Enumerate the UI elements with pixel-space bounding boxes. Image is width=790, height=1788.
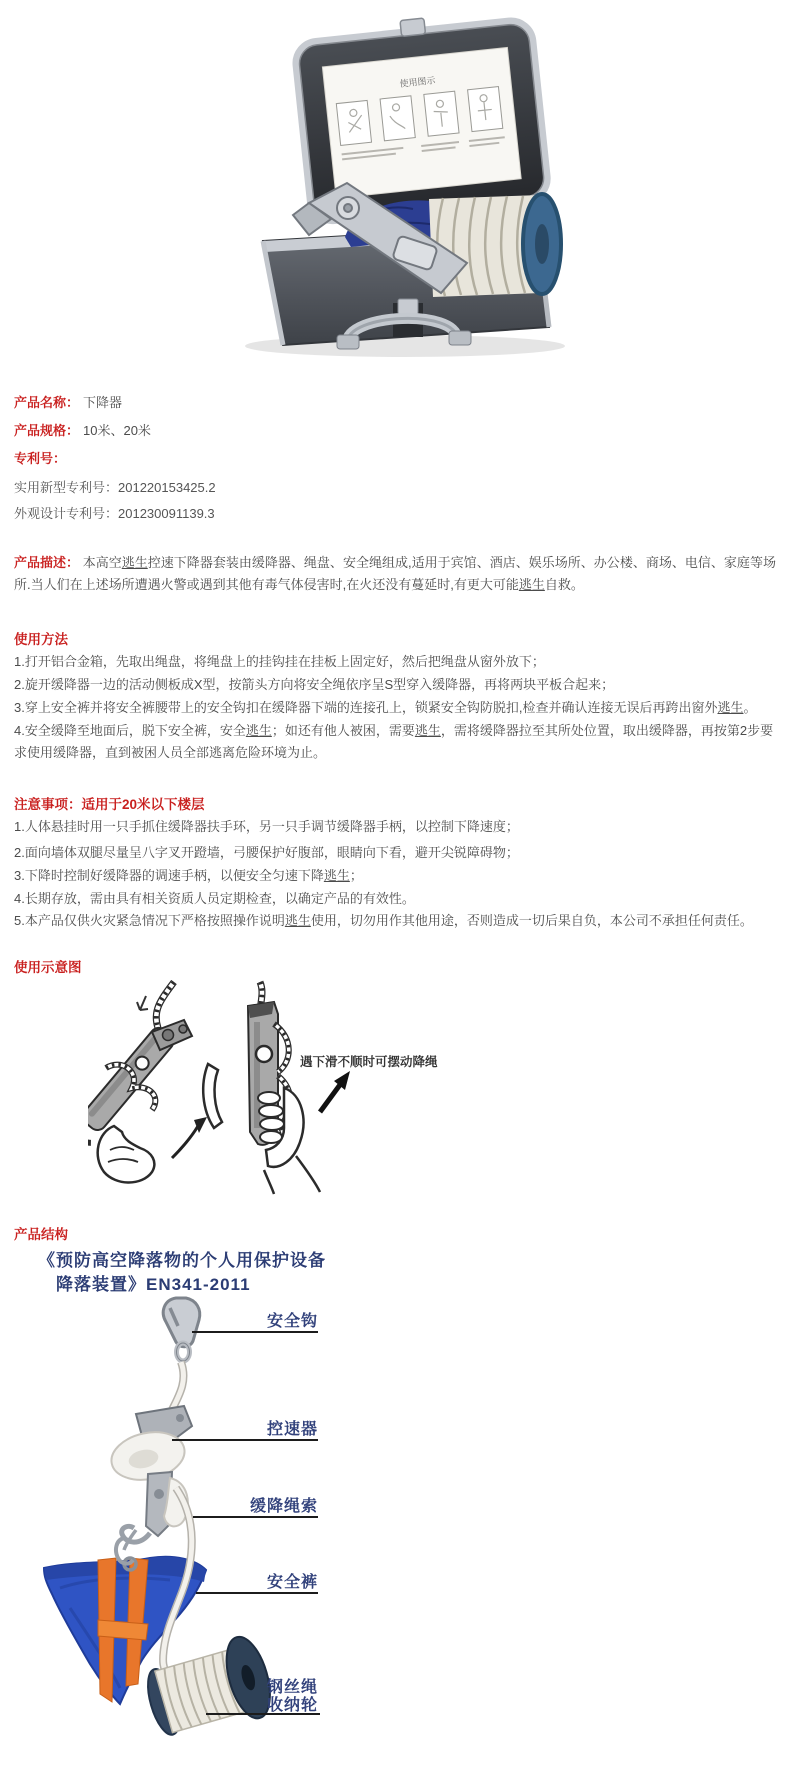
notice-item-5: 5.本产品仅供火灾紧急情况下严格按照操作说明逃生使用，切勿用作其他用途，否则造成一切后果自负，本公司不承担任何责任。 [14,913,753,928]
swing-up-arrow [320,1082,342,1112]
product-description [14,552,776,596]
structure-heading: 产品结构 [14,1227,68,1242]
label-descent-rope: 缓降绳索 [249,1498,318,1515]
speed-controller-icon [107,1406,192,1542]
usage-item-1: 1.打开铝合金箱，先取出绳盘，将绳盘上的挂钩挂在挂板上固定好，然后把绳盘从窗外放下； [14,654,545,669]
usage-heading: 使用方法 [14,632,68,647]
notice-item-2: 2.面向墙体双腿尽量呈八字叉开蹬墙，弓腰保护好腹部，眼睛向下看，避开尖锐障碍物； [14,845,519,860]
rope-direction-arrow [137,996,148,1010]
left-hand [98,1126,155,1183]
usage-illustration [88,980,508,1195]
notice-heading: 注意事项：适用于20米以下楼层 [14,797,205,812]
standard-line-1: 《预防高空降落物的个人用保护设备 [38,1251,326,1270]
left-hand-figure [88,982,207,1183]
carabiner-icon [163,1298,200,1361]
label-speed-controller: 控速器 [266,1421,318,1438]
patent-heading-row [14,448,776,467]
patent-heading-label: 专利号： [14,451,67,466]
notice-item-1: 1.人体悬挂时用一只手抓住缓降器扶手环，另一只手调节缓降器手柄，以控制下降速度； [14,819,519,834]
right-hand-figure [203,982,438,1194]
design-patent-row: 外观设计专利号：201230091139.3 [14,506,215,521]
case-photo-svg [205,5,585,360]
label-safety-hook: 安全钩 [266,1313,318,1330]
description-label: 产品描述： [14,555,80,570]
structure-diagram [0,1288,480,1788]
product-photo [205,5,585,360]
swing-arrow [172,1126,198,1158]
product-spec-label: 产品规格： [14,423,80,438]
illustration-annotation: 遇下滑不顺时可摆动降绳 [300,1055,438,1069]
diagram-heading: 使用示意图 [14,960,82,975]
product-name-label: 产品名称： [14,395,80,410]
product-name-value: 下降器 [83,395,123,410]
label-spool-line2: 收纳轮 [266,1697,318,1714]
usage-item-2: 2.旋开缓降器一边的活动侧板成X型，按箭头方向将安全绳依序呈S型穿入缓降器，再将两块平板合起来； [14,677,615,692]
instruction-card-title: 使用图示 [399,75,436,89]
usage-illustration-svg [88,980,508,1195]
lid-latch [400,18,426,36]
product-spec-value: 10米、20米 [83,423,151,438]
product-spec-row [14,420,776,439]
usage-item-3: 3.穿上安全裤并将安全裤腰带上的安全钩扣在缓降器下端的连接孔上，锁紧安全钩防脱扣,检查并确认连接无误后再跨出窗外逃生。 [14,700,757,715]
utility-patent-row: 实用新型专利号：201220153425.2 [14,480,216,495]
label-safety-pants: 安全裤 [266,1574,318,1591]
label-spool-line1: 钢丝绳 [266,1679,318,1696]
strap-cross [98,1620,148,1640]
standard-line-2: 降落装置》EN341-2011 [56,1275,251,1294]
description-text: 本高空逃生控速下降器套装由缓降器、绳盘、安全绳组成,适用于宾馆、酒店、娱乐场所、办公楼、商场、电信、家庭等场所.当人们在上述场所遭遇火警或遇到其他有毒气体侵害时,在火还没有蔓延时,有更大可能逃生自救。 [14,555,776,592]
usage-item-4: 4.安全缓降至地面后，脱下安全裤，安全逃生；如还有他人被困，需要逃生，需将缓降器拉至其所处位置，取出缓降器，再按第2步要求使用缓降器，直到被困人员全部逃离危险环境为止。 [14,723,774,760]
notice-item-4: 4.长期存放，需由具有相关资质人员定期检查，以确定产品的有效性。 [14,891,415,906]
product-name-row [14,392,776,411]
structure-diagram-svg [0,1288,480,1788]
notice-item-3: 3.下降时控制好缓降器的调速手柄，以便安全匀速下降逃生； [14,868,363,883]
